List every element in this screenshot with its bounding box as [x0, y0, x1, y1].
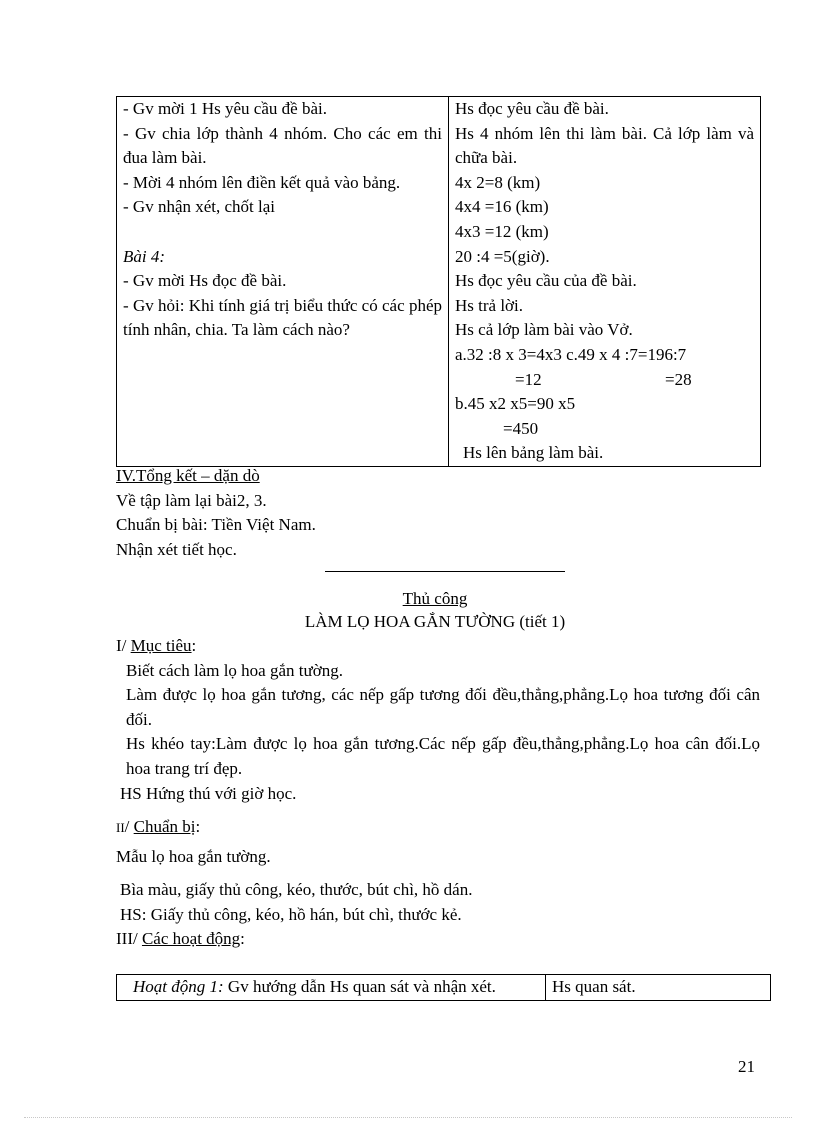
objective-line: HS Hứng thú với giờ học. — [120, 783, 297, 803]
calc-line: 4x3 =12 (km) — [455, 221, 549, 241]
objective-line: Biết cách làm lọ hoa gắn tường. — [126, 660, 343, 680]
exercise-label: Bài 4: — [123, 246, 166, 266]
objectives-heading — [116, 634, 760, 659]
preparation-line: Bìa màu, giấy thủ công, kéo, thước, bút chì, hồ dán. — [120, 880, 473, 899]
activity-table-2 — [116, 974, 771, 1001]
calc-line: 20 :4 =5(giờ). — [455, 246, 550, 266]
heading-prefix: II — [116, 820, 125, 835]
teacher-step: - Gv nhận xét, chốt lại — [123, 197, 276, 217]
summary-heading: IV.Tổng kết – dặn dò — [116, 466, 260, 485]
student-step: Hs cả lớp làm bài vào Vở. — [455, 320, 633, 340]
preparation-materials — [116, 878, 760, 927]
calc-result-b: =450 — [503, 418, 539, 438]
lesson-title: LÀM LỌ HOA GẮN TƯỜNG (tiết 1) — [304, 612, 566, 631]
calc-line: a.32 :8 x 3=4x3 c.49 x 4 :7=196:7 — [455, 344, 687, 364]
objectives-section — [116, 634, 760, 806]
student-step: Hs lên bảng làm bài. — [463, 443, 604, 463]
summary-line: Nhận xét tiết học. — [116, 539, 237, 559]
calc-result-c: =28 — [665, 369, 692, 389]
student-step: Hs đọc yêu cầu của đề bài. — [455, 271, 637, 291]
summary-line: Chuẩn bị bài: Tiền Việt Nam. — [116, 515, 316, 535]
objective-line: Hs khéo tay:Làm được lọ hoa gắn tương.Các nếp gấp đều,thẳng,phẳng.Lọ hoa cân đối.Lọ hoa trang trí đẹp. — [126, 734, 760, 778]
teacher-step: - Gv hỏi: Khi tính giá trị biểu thức có các phép tính nhân, chia. Ta làm cách nào? — [123, 295, 442, 340]
teacher-step: - Mời 4 nhóm lên điền kết quả vào bảng. — [123, 172, 401, 192]
activity-text: Gv hướng dẫn Hs quan sát và nhận xét. — [223, 977, 496, 996]
preparation-heading — [116, 815, 760, 841]
heading-suffix: : — [191, 636, 197, 655]
teacher-step: - Gv mời Hs đọc đề bài. — [123, 271, 287, 291]
summary-line: Về tập làm lại bài2, 3. — [116, 490, 267, 510]
heading-suffix: : — [240, 929, 245, 948]
calc-result-row — [455, 368, 754, 393]
student-column — [546, 975, 771, 1001]
teacher-step: - Gv chia lớp thành 4 nhóm. Cho các em thi đua làm bài. — [123, 123, 442, 168]
section-divider — [325, 571, 565, 572]
preparation-heading-line — [116, 815, 760, 841]
heading-prefix: I/ — [116, 636, 131, 655]
teacher-step: - Gv mời 1 Hs yêu cầu đề bài. — [123, 99, 327, 118]
subject-title-text: Thủ công — [402, 589, 468, 608]
teacher-column — [117, 975, 546, 1001]
preparation-line: HS: Giấy thủ công, kéo, hồ hán, bút chì, thước kẻ. — [120, 904, 462, 924]
activities-heading-line — [116, 927, 760, 952]
activity-label: Hoạt động 1: — [133, 977, 224, 996]
heading-text: Các hoạt động — [141, 929, 241, 948]
blank-line — [123, 220, 442, 245]
subject-title — [0, 587, 816, 612]
student-step: Hs quan sát. — [552, 977, 636, 996]
calc-line: b.45 x2 x5=90 x5 — [455, 394, 576, 414]
student-step: Hs đọc yêu cầu đề bài. — [455, 99, 609, 118]
calc-line: 4x4 =16 (km) — [455, 197, 549, 217]
objective-line: Làm được lọ hoa gắn tương, các nếp gấp tương đối đều,thẳng,phẳng.Lọ hoa tương đối cân đối. — [126, 685, 760, 729]
heading-prefix: III/ — [116, 929, 142, 948]
heading-slash: / — [124, 817, 134, 836]
preparation-line: Mẫu lọ hoa gắn tường. — [116, 847, 271, 866]
preparation-teacher — [116, 845, 760, 870]
calc-line: 4x 2=8 (km) — [455, 172, 541, 192]
calc-result-a: =12 — [515, 369, 542, 389]
heading-text: Chuẩn bị — [133, 817, 196, 836]
page-number: 21 — [738, 1057, 755, 1076]
activity-table-1 — [116, 96, 761, 467]
heading-text: Mục tiêu — [130, 636, 192, 655]
student-column — [449, 97, 761, 467]
teacher-column — [117, 97, 449, 467]
summary-section — [116, 464, 760, 562]
heading-suffix: : — [195, 817, 201, 836]
student-step: Hs 4 nhóm lên thi làm bài. Cả lớp làm và chữa bài. — [455, 123, 754, 168]
page-edge — [24, 1117, 792, 1118]
student-step: Hs trả lời. — [455, 295, 524, 315]
activities-heading — [116, 927, 760, 952]
